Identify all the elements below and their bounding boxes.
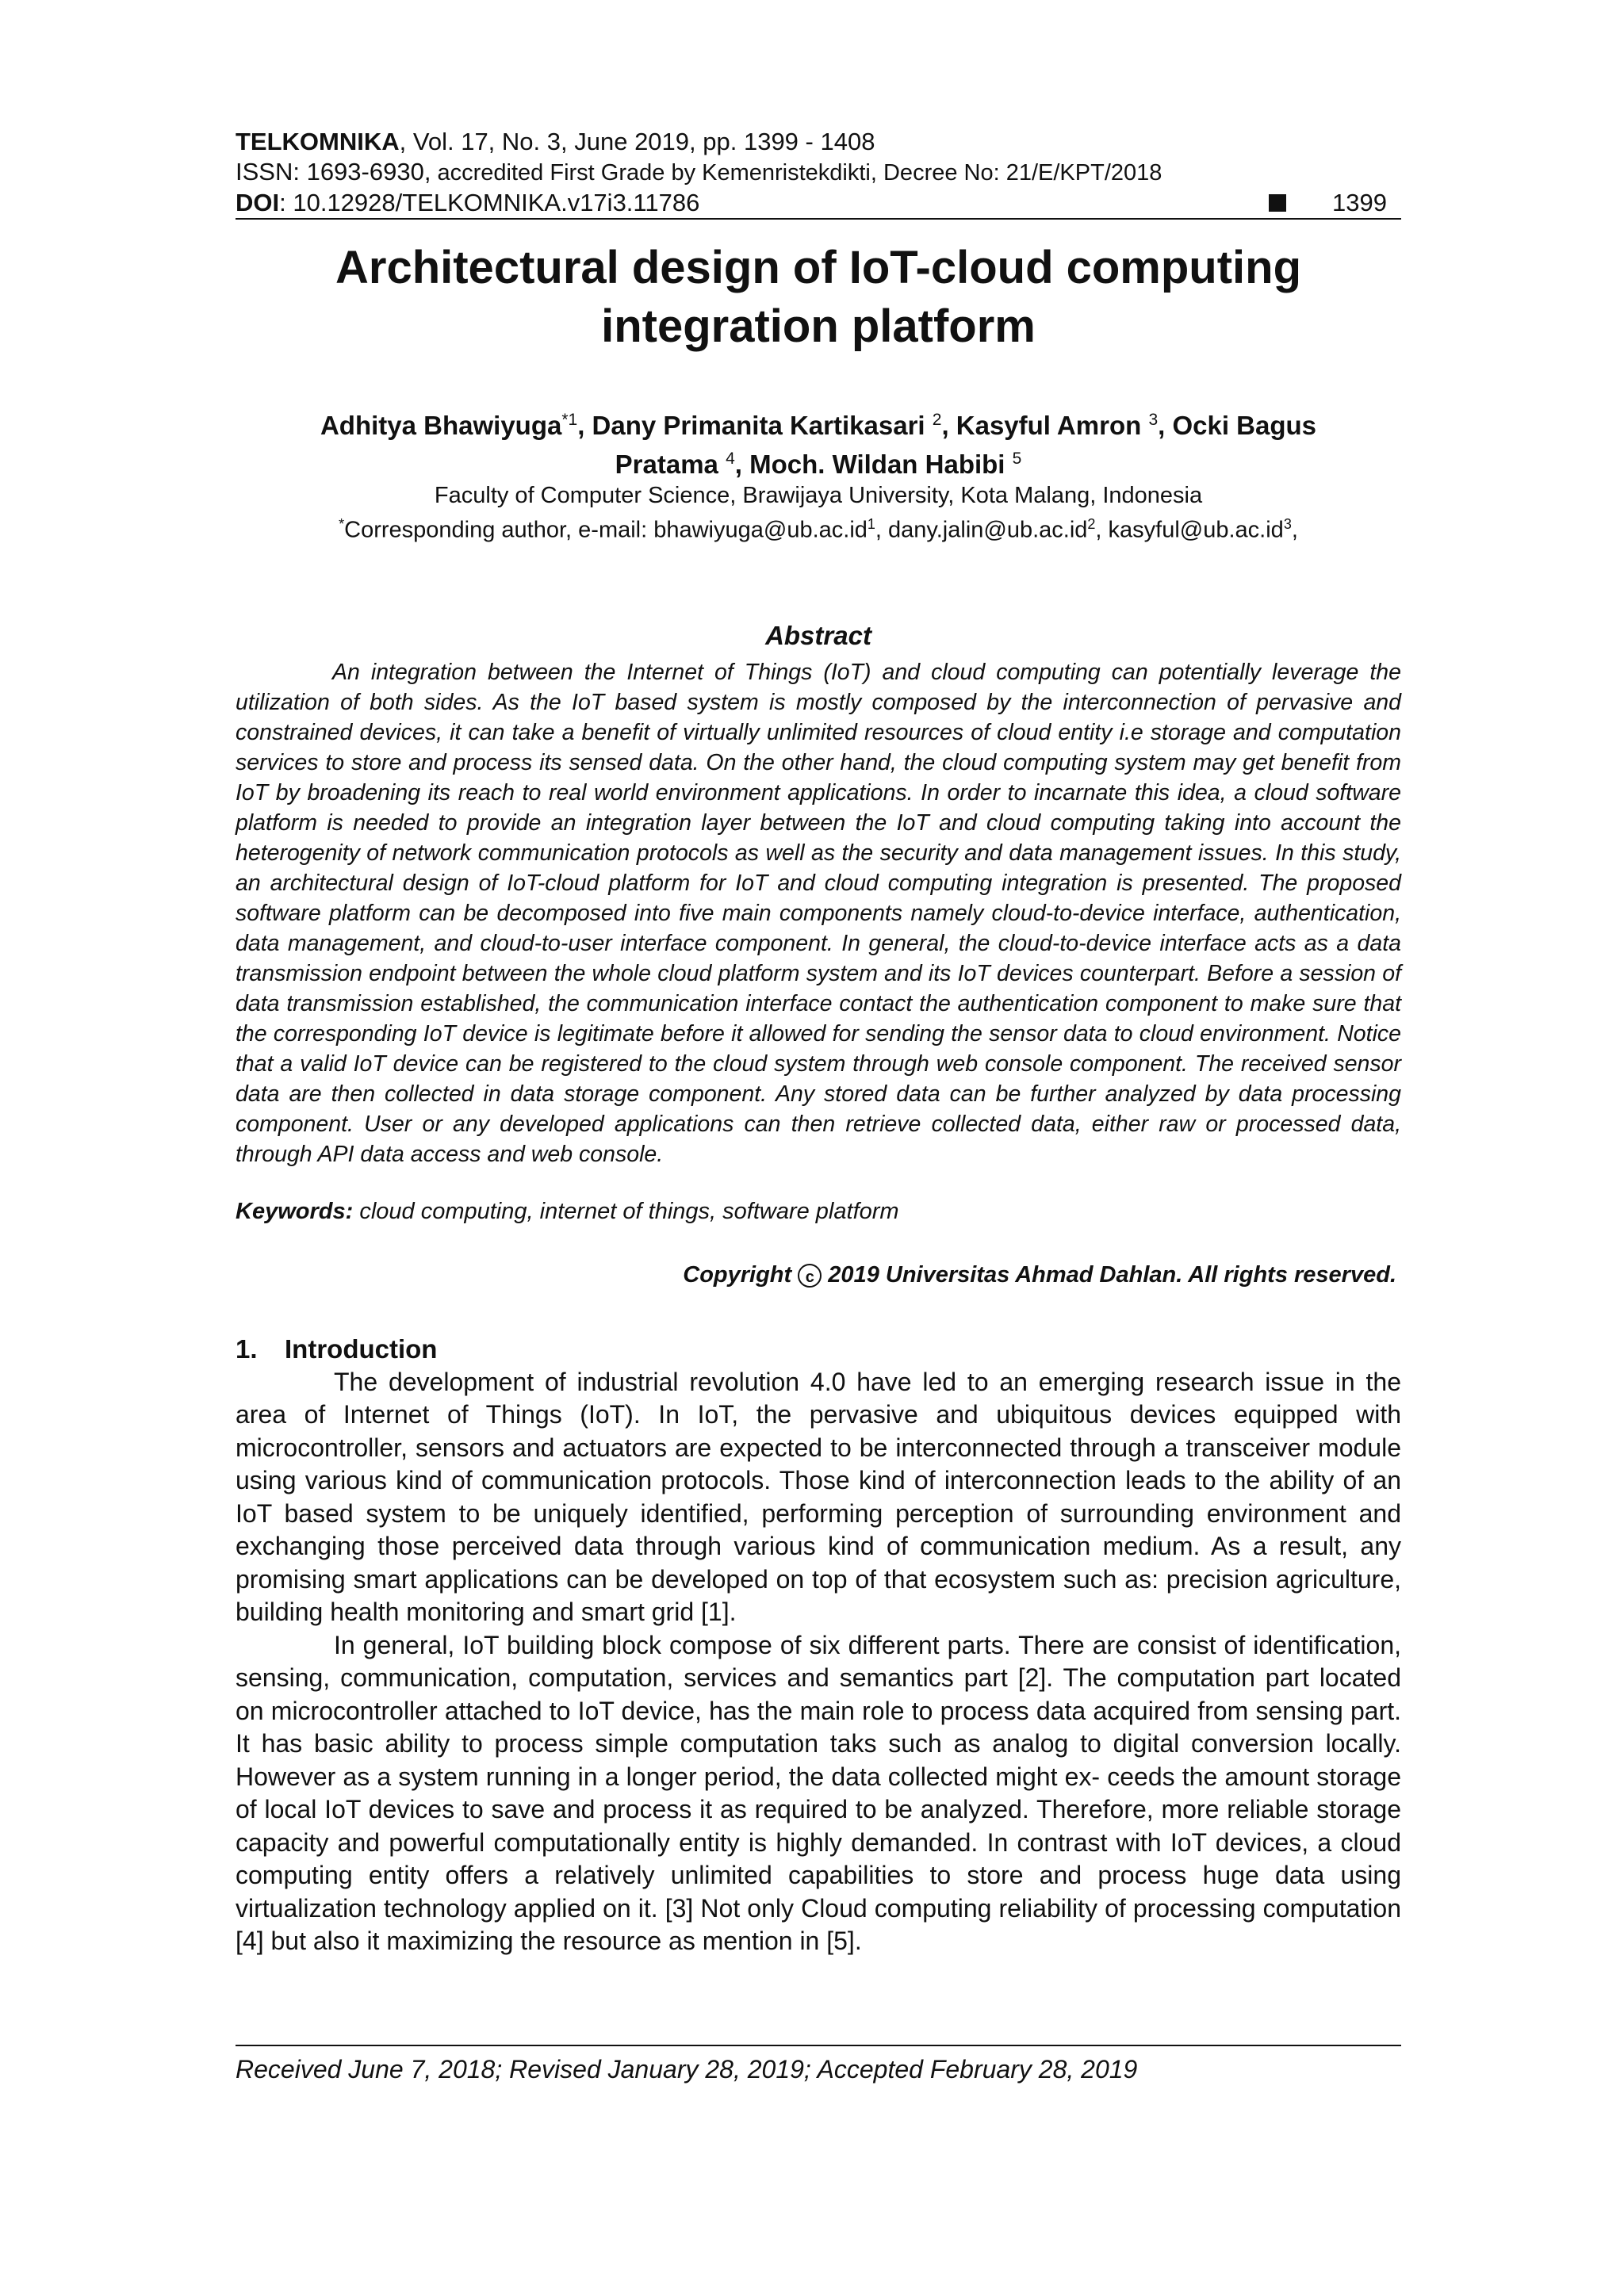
affiliation: Faculty of Computer Science, Brawijaya University, Kota Malang, Indonesia <box>434 483 1203 508</box>
correspondence-text-4: , <box>1291 517 1298 543</box>
correspondence-text-2: , dany.jalin@ub.ac.id <box>875 517 1088 543</box>
title-line-1: Architectural design of IoT-cloud computing <box>335 242 1302 293</box>
correspondence <box>236 510 1401 545</box>
footer-rule <box>236 2045 1401 2046</box>
keywords-text: cloud computing, internet of things, software platform <box>353 1198 899 1224</box>
abstract-text: An integration between the Internet of Things (IoT) and cloud computing can potentially leverage the utilization of both sides. As the IoT based system is mostly composed by the interconnection of pervasive and constrained devices, it can take a benefit of virtually unlimited resources of cloud entity i.e storage and computation services to store and process its sensed data. On the other hand, the cloud computing system may get benefit from IoT by broadening its reach to real world environment applications. In order to incarnate this idea, a cloud software platform is needed to provide an integration layer between the IoT and cloud computing taking into account the heterogenity of network communication protocols as well as the security and data management issues. In this study, an architectural design of IoT-cloud platform for IoT and cloud computing integration is presented. The proposed software platform can be decomposed into five main components namely cloud-to-device interface, authentication, data management, and cloud-to-user interface component. In general, the cloud-to-device interface acts as a data transmission endpoint between the whole cloud platform system and its IoT devices counterpart. Before a session of data transmission established, the communication interface contact the authentication component to make sure that the corresponding IoT device is legitimate before it allowed for sending the sensor data to cloud environment. Notice that a valid IoT device can be registered to the cloud system through web console component. The received sensor data are then collected in data storage component. Any stored data can be further analyzed by data processing component. User or any developed applications can then retrieve collected data, either raw or processed data, through API data access and web console. <box>236 659 1401 1167</box>
correspondence-mark-3: 3 <box>1283 516 1292 532</box>
paragraph-1: The development of industrial revolution 4.0 have led to an emerging research issue in the area of Internet of Things (IoT). In IoT, the pervasive and ubiquitous devices equipped with microcontroller, sensors and actuators are expected to be interconnected through a transceiver module using various kind of communication protocols. Those kind of interconnection leads to the ability of an IoT based system to be uniquely identified, performing perception of surrounding environment and exchanging those perceived data through various kind of communication medium. As a result, any promising smart applications can be developed on top of that ecosystem such as: precision agriculture, building health monitoring and smart grid [1]. <box>236 1367 1401 1627</box>
author-1-mark: *1 <box>561 411 578 429</box>
paragraph-2: In general, IoT building block compose of six different parts. There are consist of identification, sensing, communication, computation, services and semantics part [2]. The computation part located on microcontroller attached to IoT device, has the main role to process data acquired from sensing part. It has basic ability to process simple computation taks such as analog to digital conversion locally. However as a system running in a longer period, the data collected might ex- ceeds the amount storage of local IoT devices to save and process it as required to be analyzed. Therefore, more reliable storage capacity and powerful computationally entity is highly demanded. In contrast with IoT devices, a cloud computing entity offers a relatively unlimited capabilities to store and process huge data using virtualization technology applied on it. [3] Not only Cloud computing reliability of processing computation [4] but also it maximizing the resource as mention in [5]. <box>236 1630 1401 1956</box>
copyright-prefix: Copyright <box>683 1261 799 1288</box>
copyright-line <box>236 1260 1396 1290</box>
correspondence-text-1: Corresponding author, e-mail: bhawiyuga@ub.ac.id <box>344 517 868 543</box>
received-dates: Received June 7, 2018; Revised January 28, 2019; Accepted February 28, 2019 <box>236 2055 1138 2084</box>
correspondence-text-3: , kasyful@ub.ac.id <box>1095 517 1284 543</box>
star-mark: * <box>339 516 345 532</box>
paper-title <box>236 239 1401 356</box>
author-5: , Moch. Wildan Habibi <box>734 450 1013 479</box>
copyright-text: 2019 Universitas Ahmad Dahlan. All rights reserved. <box>822 1261 1396 1288</box>
accreditation: accredited First Grade by Kemenristekdikti, Decree No: 21/E/KPT/2018 <box>431 160 1162 186</box>
keywords-label: Keywords: <box>236 1198 354 1224</box>
paper-page <box>236 127 1401 1958</box>
intro-body <box>236 1366 1401 1958</box>
correspondence-mark-1: 1 <box>867 516 875 532</box>
issn-line <box>236 157 1401 188</box>
author-list <box>236 404 1401 481</box>
doi-label: DOI <box>236 189 280 216</box>
author-4: , Ocki Bagus <box>1158 411 1317 440</box>
author-2: , Dany Primanita Kartikasari <box>577 411 933 440</box>
journal-name: TELKOMNIKA <box>236 128 400 155</box>
doi: : 10.12928/TELKOMNIKA.v17i3.11786 <box>279 189 700 216</box>
journal-header <box>236 127 1401 218</box>
author-4-mark: 4 <box>726 450 735 468</box>
volume-info: , Vol. 17, No. 3, June 2019, pp. 1399 - 1408 <box>399 128 875 155</box>
author-4-cont: Pratama <box>615 450 726 479</box>
section-title: Introduction <box>285 1334 438 1364</box>
keywords <box>236 1196 1401 1226</box>
header-rule <box>236 218 1401 220</box>
doi-line <box>236 188 1401 218</box>
abstract-heading: Abstract <box>765 620 871 650</box>
copyright-icon: c <box>798 1264 822 1288</box>
section-heading <box>236 1333 1401 1366</box>
issn: ISSN: 1693-6930, <box>236 158 431 186</box>
title-line-2: integration platform <box>601 300 1036 352</box>
page-number: 1399 <box>1332 189 1387 216</box>
author-3-mark: 3 <box>1148 411 1159 429</box>
section-number: 1. <box>236 1334 258 1364</box>
author-2-mark: 2 <box>932 411 942 429</box>
correspondence-mark-2: 2 <box>1087 516 1096 532</box>
author-1: Adhitya Bhawiyuga <box>320 411 562 440</box>
square-bullet-icon <box>1269 194 1286 212</box>
author-3: , Kasyful Amron <box>941 411 1149 440</box>
author-5-mark: 5 <box>1012 450 1022 468</box>
journal-line <box>236 127 1401 157</box>
